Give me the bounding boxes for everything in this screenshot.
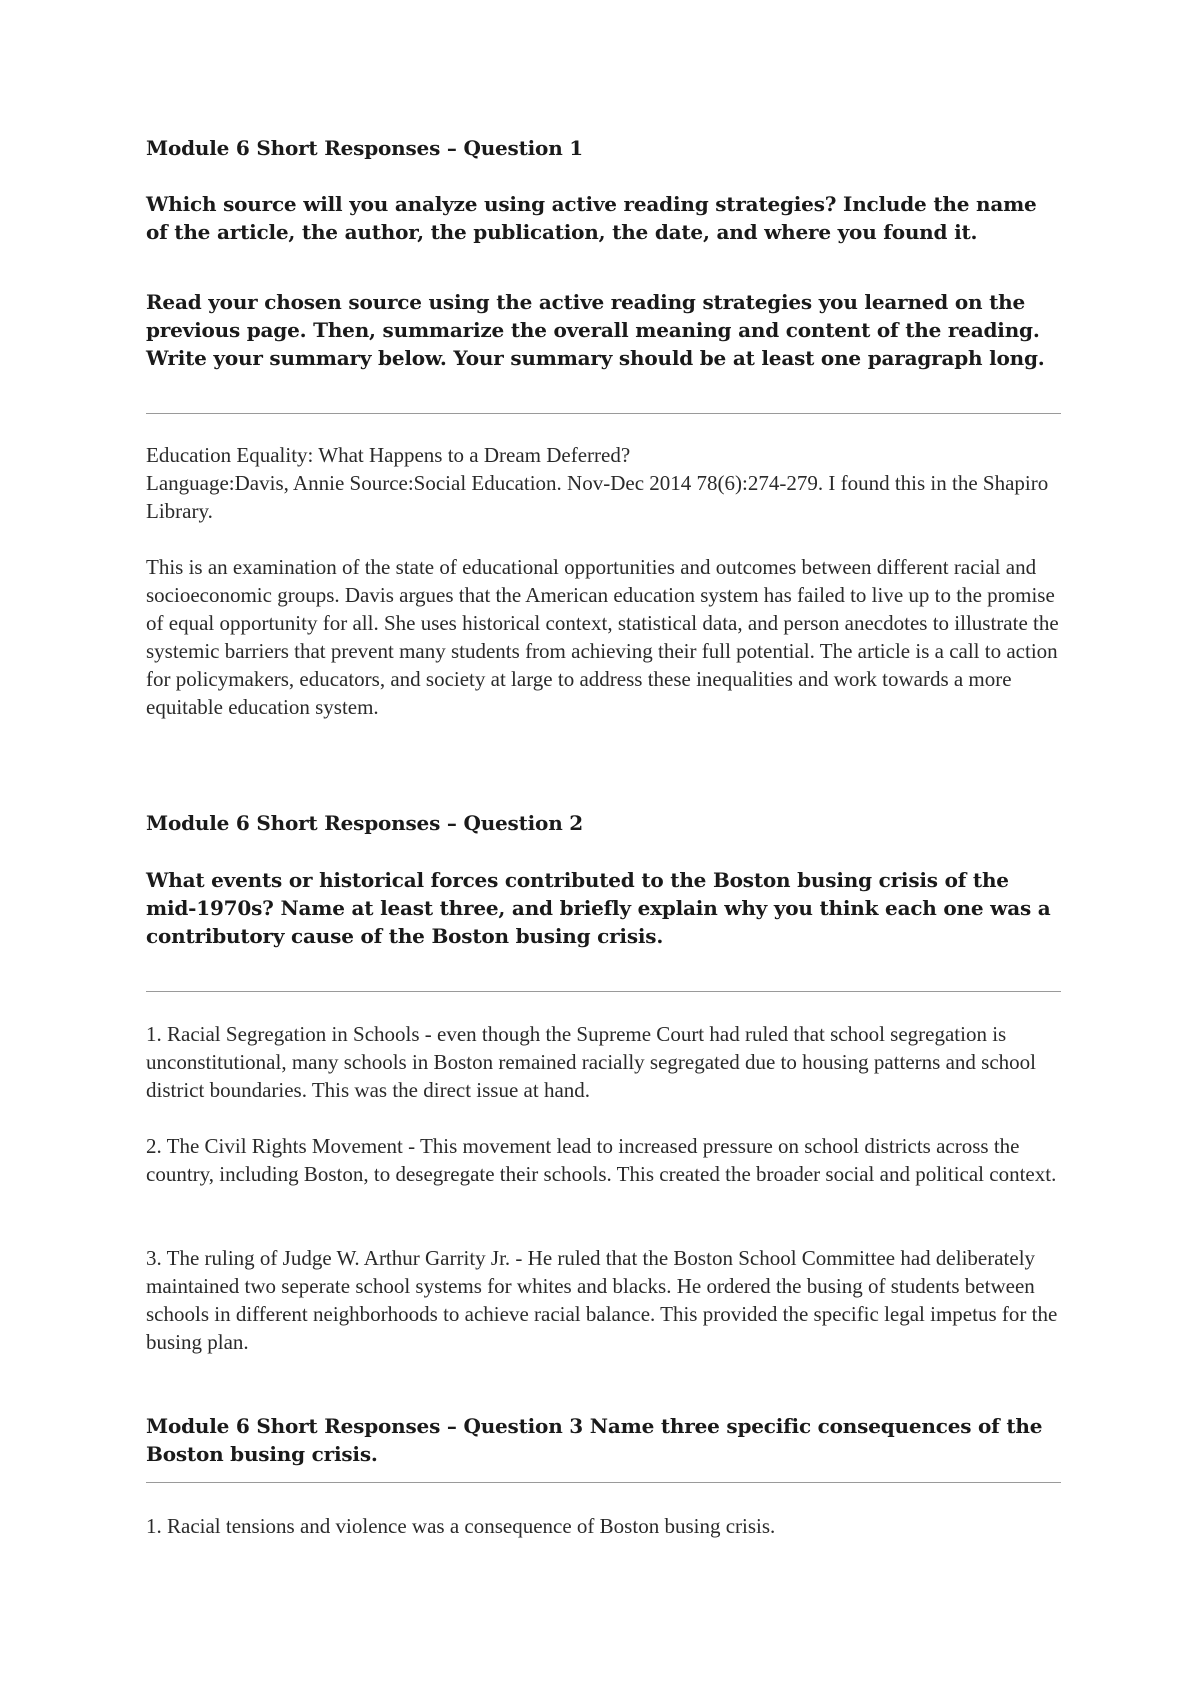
- q1-divider: [146, 413, 1061, 414]
- q1-heading: Module 6 Short Responses – Question 1: [146, 136, 584, 160]
- q2-answer-1: 1. Racial Segregation in Schools - even though the Supreme Court had ruled that school segregation is unconstitutional, many schools in Boston remained racially segregated due to housing patterns and school district boundaries. This was the direct issue at hand.: [146, 1022, 1036, 1102]
- q1-prompt-summary: Read your chosen source using the active reading strategies you learned on the previous page. Then, summarize the overall meaning and content of the reading. Write your summary below. Your summary should be at least one paragraph long.: [146, 290, 1045, 370]
- q2-answer-3: 3. The ruling of Judge W. Arthur Garrity Jr. - He ruled that the Boston School Committee had deliberately maintained two seperate school systems for whites and blacks. He ordered the busing of students between schools in different neighborhoods to achieve racial balance. This provided the specific legal impetus for the busing plan.: [146, 1246, 1058, 1354]
- q1-citation-details: Language:Davis, Annie Source:Social Education. Nov-Dec 2014 78(6):274-279. I found this in the Shapiro Library.: [146, 471, 1049, 523]
- q1-citation-title: Education Equality: What Happens to a Dream Deferred?: [146, 443, 631, 467]
- q2-answer-2: 2. The Civil Rights Movement - This movement lead to increased pressure on school districts across the country, including Boston, to desegregate their schools. This created the broader social and political context.: [146, 1134, 1057, 1186]
- q2-prompt: What events or historical forces contributed to the Boston busing crisis of the mid-1970s? Name at least three, and briefly explain why you think each one was a contributory cause of the Boston busing crisis.: [146, 868, 1051, 948]
- q3-divider: [146, 1482, 1061, 1483]
- q3-heading: Module 6 Short Responses – Question 3 Name three specific consequences of the Boston busing crisis.: [146, 1414, 1043, 1466]
- q3-answer-1: 1. Racial tensions and violence was a consequence of Boston busing crisis.: [146, 1514, 776, 1538]
- q1-prompt-source: Which source will you analyze using active reading strategies? Include the name of the article, the author, the publication, the date, and where you found it.: [146, 192, 1037, 244]
- q1-summary: This is an examination of the state of educational opportunities and outcomes between different racial and socioeconomic groups. Davis argues that the American education system has failed to live up to the promise of equal opportunity for all. She uses historical context, statistical data, and person anecdotes to illustrate the systemic barriers that prevent many students from achieving their full potential. The article is a call to action for policymakers, educators, and society at large to address these inequalities and work towards a more equitable education system.: [146, 555, 1059, 719]
- q2-heading: Module 6 Short Responses – Question 2: [146, 811, 584, 835]
- q2-divider: [146, 991, 1061, 992]
